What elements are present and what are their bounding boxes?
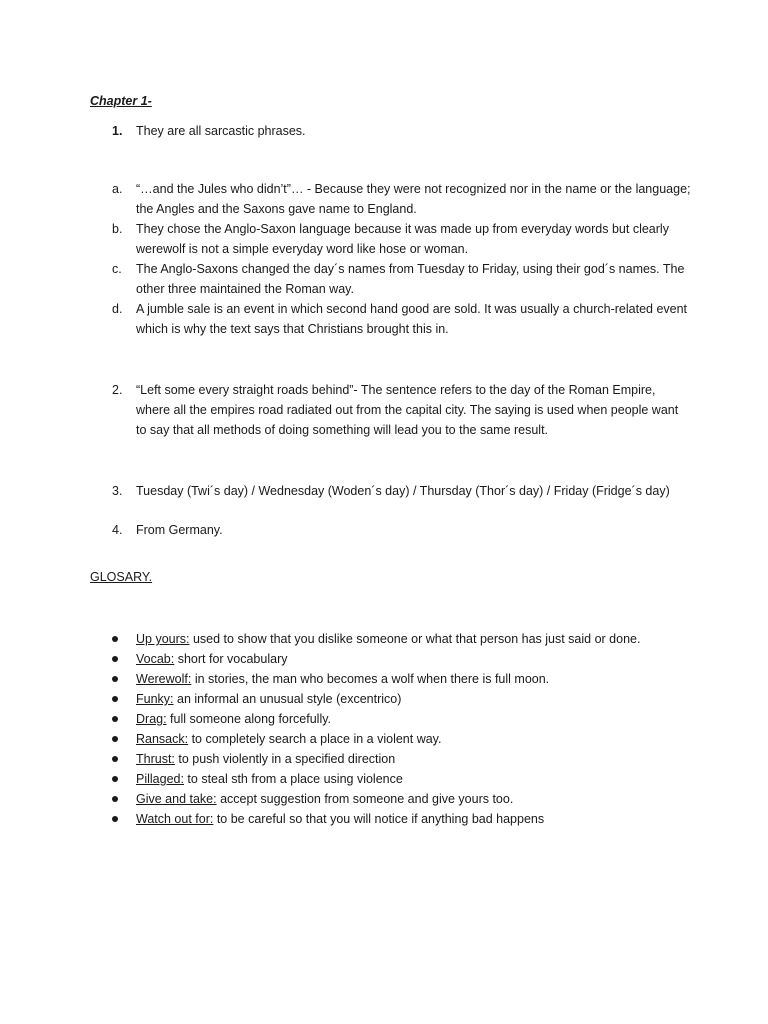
glossary-item: [112, 809, 712, 829]
glossary-item: [112, 789, 712, 809]
glossary-definition: used to show that you dislike someone or what that person has just said or done.: [189, 632, 641, 646]
list-marker: a.: [112, 182, 123, 196]
bullet-icon: [112, 716, 118, 722]
glossary-definition: to steal sth from a place using violence: [183, 772, 403, 786]
glossary-definition: an informal an unusual style (excentrico): [173, 692, 402, 706]
chapter-heading: Chapter 1-: [90, 94, 152, 108]
answer-text: They are all sarcastic phrases.: [136, 124, 306, 138]
glossary-term: Vocab:: [136, 652, 175, 666]
list-marker: b.: [112, 222, 123, 236]
glossary-term: Ransack:: [136, 732, 189, 746]
glossary-term: Up yours:: [136, 632, 190, 646]
bullet-icon: [112, 656, 118, 662]
glossary-term: Watch out for:: [136, 812, 214, 826]
glossary-item: [112, 649, 712, 669]
answer-text: The Anglo-Saxons changed the day´s names from Tuesday to Friday, using their god´s names. The other three maintained the Roman way.: [136, 262, 685, 296]
glossary-term: Drag:: [136, 712, 167, 726]
glossary-definition: to completely search a place in a violent way.: [188, 732, 442, 746]
glossary-term: Pillaged:: [136, 772, 184, 786]
glossary-item: [112, 769, 712, 789]
glossary-list: [112, 629, 712, 829]
bullet-icon: [112, 636, 118, 642]
list-marker: 2.: [112, 383, 123, 397]
answer-text: They chose the Anglo-Saxon language because it was made up from everyday words but clearly werewolf is not a simple everyday word like hose or woman.: [136, 222, 669, 256]
question-3: [112, 481, 692, 501]
glossary-definition: short for vocabulary: [174, 652, 288, 666]
glossary-term: Thrust:: [136, 752, 175, 766]
glossary-term: Funky:: [136, 692, 174, 706]
glossary-definition: accept suggestion from someone and give yours too.: [216, 792, 514, 806]
glossary-item: [112, 709, 712, 729]
bullet-icon: [112, 676, 118, 682]
list-marker: d.: [112, 302, 123, 316]
glossary-definition: to be careful so that you will notice if anything bad happens: [213, 812, 545, 826]
glossary-item: [112, 629, 712, 649]
bullet-icon: [112, 736, 118, 742]
glossary-item: [112, 669, 712, 689]
question-1: [112, 121, 692, 141]
glossary-item: [112, 689, 712, 709]
glossary-definition: in stories, the man who becomes a wolf when there is full moon.: [191, 672, 550, 686]
question-2: [112, 380, 692, 440]
sub-item-a: [112, 179, 692, 219]
list-marker: c.: [112, 262, 122, 276]
glossary-definition: full someone along forcefully.: [166, 712, 332, 726]
answer-text: “…and the Jules who didn’t”… - Because they were not recognized nor in the name or the language; the Angles and the Saxons gave name to England.: [136, 182, 691, 216]
answer-text: A jumble sale is an event in which second hand good are sold. It was usually a church-related event which is why the text says that Christians brought this in.: [136, 302, 688, 336]
sub-item-d: [112, 299, 692, 339]
glossary-term: Werewolf:: [136, 672, 192, 686]
list-marker: 4.: [112, 523, 123, 537]
list-marker: 1.: [112, 124, 123, 138]
glossary-definition: to push violently in a specified direction: [174, 752, 396, 766]
glossary-term: Give and take:: [136, 792, 217, 806]
answer-text: “Left some every straight roads behind”- The sentence refers to the day of the Roman Empire, where all the empires road radiated out from the capital city. The saying is used when people want to say that all methods of doing something will lead you to the same result.: [136, 383, 679, 437]
bullet-icon: [112, 816, 118, 822]
bullet-icon: [112, 796, 118, 802]
glosary-heading: GLOSARY.: [90, 570, 153, 584]
sub-item-b: [112, 219, 692, 259]
bullet-icon: [112, 776, 118, 782]
answer-text: From Germany.: [136, 523, 223, 537]
sub-item-c: [112, 259, 692, 299]
glossary-item: [112, 729, 712, 749]
bullet-icon: [112, 696, 118, 702]
answer-text: Tuesday (Twi´s day) / Wednesday (Woden´s day) / Thursday (Thor´s day) / Friday (Fridge´s day): [136, 484, 670, 498]
bullet-icon: [112, 756, 118, 762]
list-marker: 3.: [112, 484, 123, 498]
question-4: [112, 520, 692, 540]
glossary-item: [112, 749, 712, 769]
